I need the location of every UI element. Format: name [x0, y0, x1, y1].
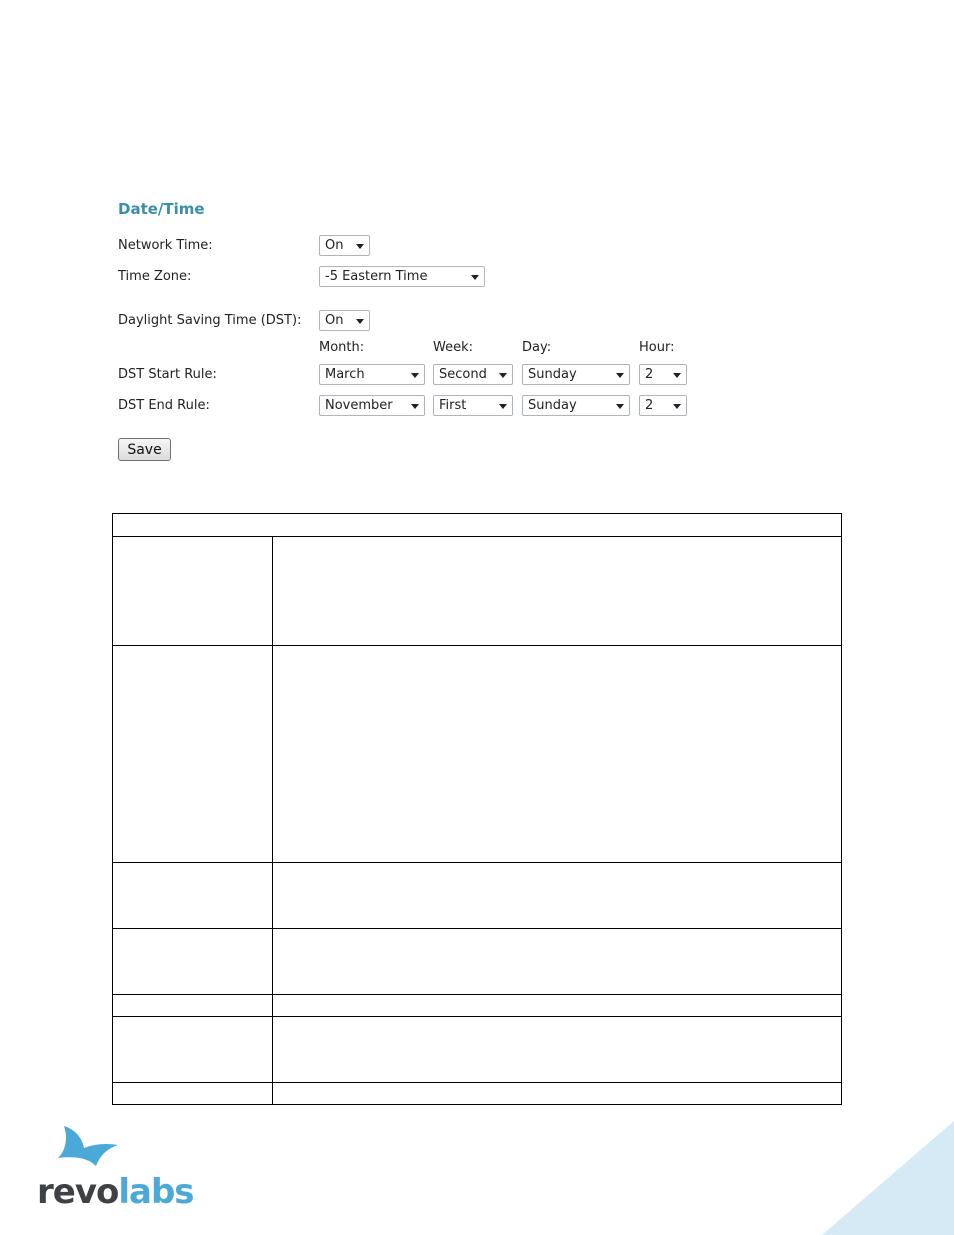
table-column-divider: [272, 536, 273, 1105]
time-zone-label: Time Zone:: [118, 269, 192, 284]
table-divider: [112, 645, 842, 646]
table-divider: [112, 862, 842, 863]
chevron-down-icon: [411, 404, 419, 409]
dst-start-hour-value: 2: [645, 367, 654, 382]
time-zone-value: -5 Eastern Time: [325, 269, 428, 284]
dst-end-week-select[interactable]: [433, 395, 513, 416]
dst-start-week-select[interactable]: [433, 364, 513, 385]
save-button[interactable]: Save: [118, 438, 171, 461]
dst-end-day-value: Sunday: [528, 398, 577, 413]
dst-end-label: DST End Rule:: [118, 398, 210, 413]
dst-end-week-value: First: [439, 398, 467, 413]
dst-start-day-select[interactable]: [522, 364, 630, 385]
dst-end-hour-select[interactable]: [639, 395, 687, 416]
month-header: Month:: [319, 340, 365, 355]
dst-value: On: [325, 313, 344, 328]
chevron-down-icon: [471, 275, 479, 280]
table-divider: [112, 536, 842, 537]
table-divider: [112, 1016, 842, 1017]
chevron-down-icon: [499, 404, 507, 409]
hour-header: Hour:: [639, 340, 675, 355]
section-title: Date/Time: [118, 200, 205, 218]
network-time-select[interactable]: [319, 235, 370, 256]
dst-end-day-select[interactable]: [522, 395, 630, 416]
table-divider: [112, 1082, 842, 1083]
chevron-down-icon: [616, 404, 624, 409]
logo: [37, 1172, 194, 1212]
corner-decoration: [822, 1121, 954, 1235]
dst-label: Daylight Saving Time (DST):: [118, 313, 302, 328]
network-time-value: On: [325, 238, 344, 253]
time-zone-select[interactable]: [319, 266, 485, 287]
dst-end-month-value: November: [325, 398, 393, 413]
table-divider: [112, 928, 842, 929]
dst-start-label: DST Start Rule:: [118, 367, 217, 382]
network-time-label: Network Time:: [118, 238, 213, 253]
chevron-down-icon: [356, 244, 364, 249]
fin-wave-icon: [36, 1122, 156, 1172]
chevron-down-icon: [673, 373, 681, 378]
dst-end-hour-value: 2: [645, 398, 654, 413]
week-header: Week:: [433, 340, 473, 355]
table-divider: [112, 994, 842, 995]
day-header: Day:: [522, 340, 552, 355]
dst-start-month-value: March: [325, 367, 365, 382]
chevron-down-icon: [356, 319, 364, 324]
chevron-down-icon: [673, 404, 681, 409]
chevron-down-icon: [616, 373, 624, 378]
dst-start-day-value: Sunday: [528, 367, 577, 382]
dst-end-month-select[interactable]: [319, 395, 425, 416]
chevron-down-icon: [499, 373, 507, 378]
logo-text-labs: labs: [118, 1172, 194, 1212]
logo-text-revo: revo: [37, 1172, 119, 1212]
chevron-down-icon: [411, 373, 419, 378]
dst-start-hour-select[interactable]: [639, 364, 687, 385]
dst-select[interactable]: [319, 310, 370, 331]
dst-start-month-select[interactable]: [319, 364, 425, 385]
dst-start-week-value: Second: [439, 367, 487, 382]
